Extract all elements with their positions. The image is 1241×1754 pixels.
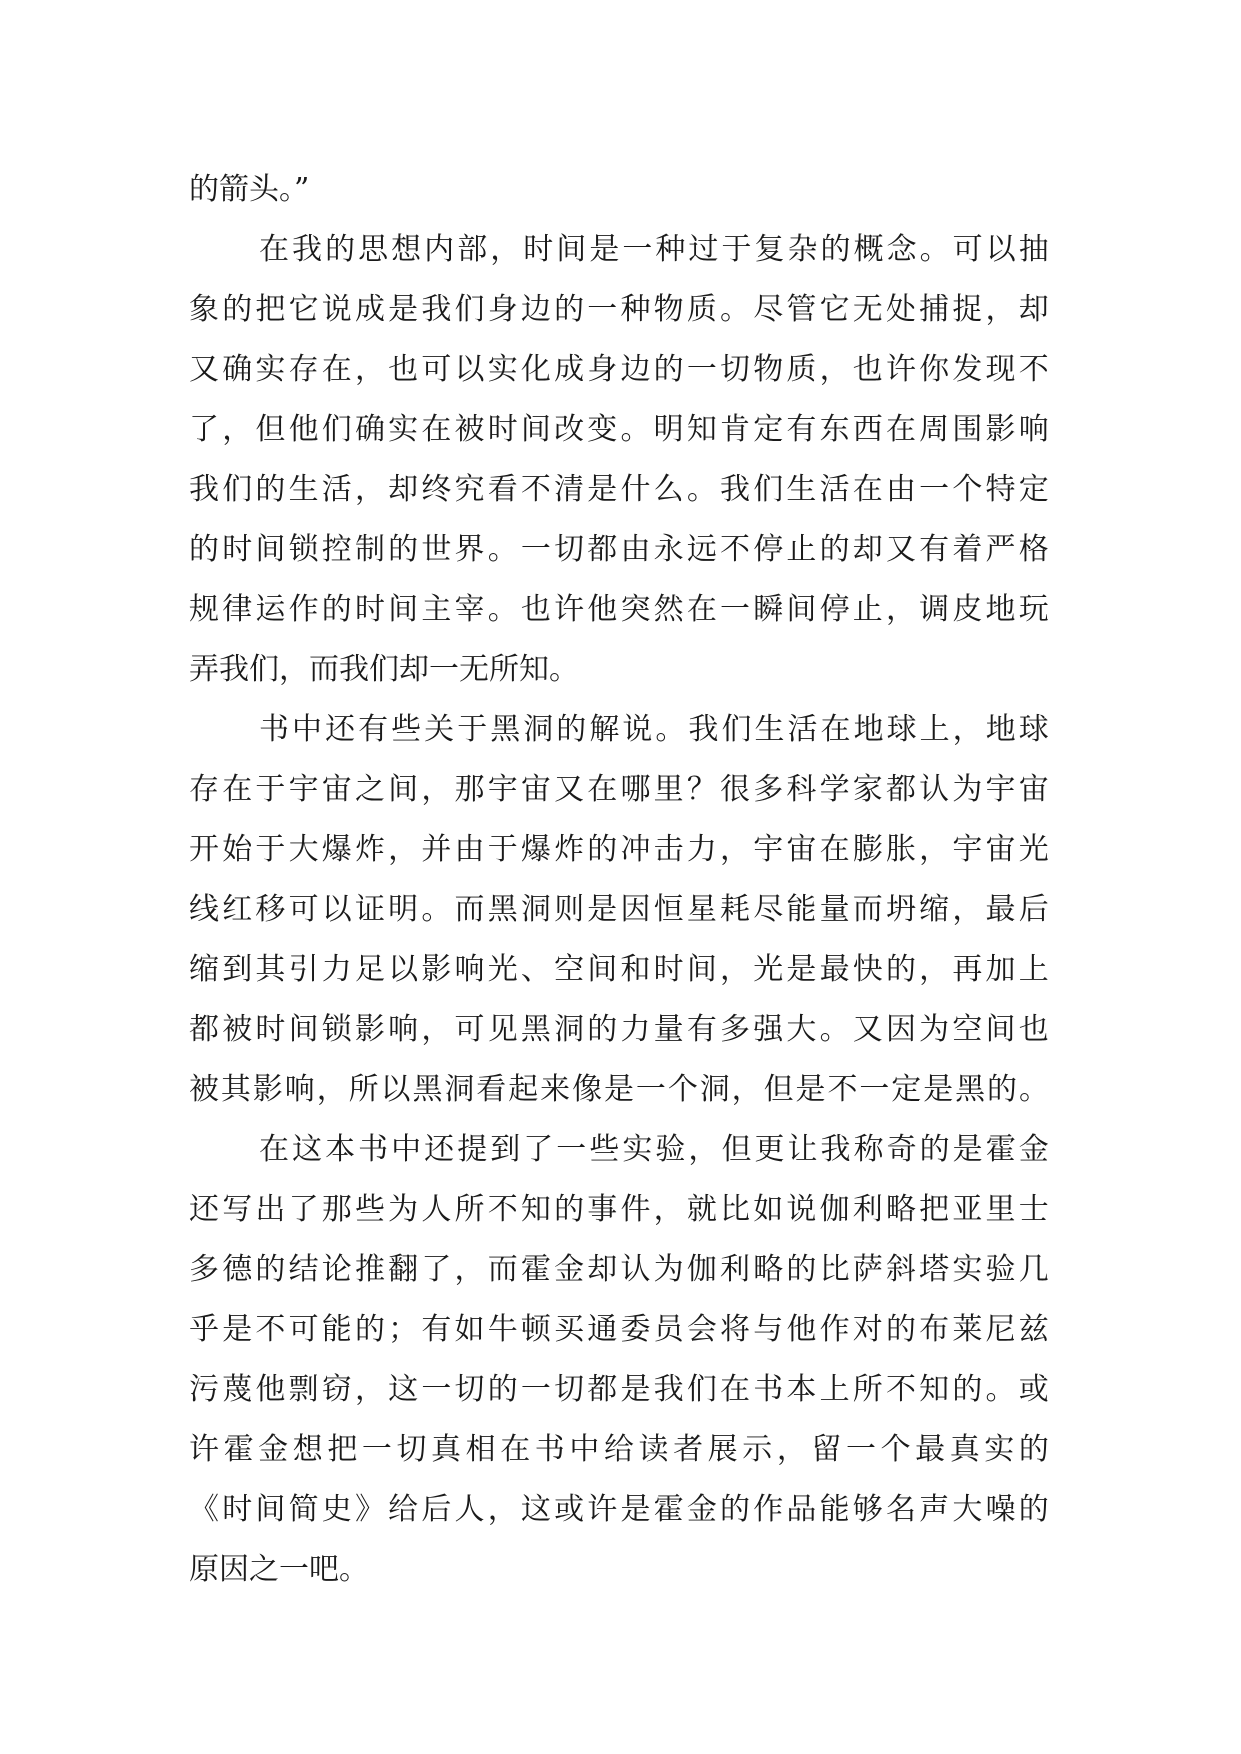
text-line: 许 霍 金 想 把 一 切 真 相 在 书 中 给 读 者 展 示 ， 留 一 个 最 真 实 的: [189, 1432, 1049, 1467]
body-text: [189, 160, 1049, 1600]
text-line: 的 时 间 锁 控 制 的 世 界 。 一 切 都 由 永 远 不 停 止 的 却 又 有 着 严 格: [189, 532, 1049, 567]
text-line: 我 们 的 生 活 ， 却 终 究 看 不 清 是 什 么 。 我 们 生 活 在 由 一 个 特 定: [189, 472, 1049, 507]
text-line: 规 律 运 作 的 时 间 主 宰 。 也 许 他 突 然 在 一 瞬 间 停 止 ， 调 皮 地 玩: [189, 592, 1049, 627]
text-line: 书 中 还 有 些 关 于 黑 洞 的 解 说 。 我 们 生 活 在 地 球 上 ， 地 球: [259, 712, 1049, 747]
text-line: 都 被 时 间 锁 影 响 ， 可 见 黑 洞 的 力 量 有 多 强 大 。 又 因 为 空 间 也: [189, 1012, 1049, 1047]
text-line: 弄我们，而我们却一无所知。: [189, 652, 579, 687]
text-line: 象 的 把 它 说 成 是 我 们 身 边 的 一 种 物 质 。 尽 管 它 无 处 捕 捉 ， 却: [189, 292, 1049, 327]
text-line: 开 始 于 大 爆 炸 ， 并 由 于 爆 炸 的 冲 击 力 ， 宇 宙 在 膨 胀 ， 宇 宙 光: [189, 832, 1049, 867]
text-line: 线 红 移 可 以 证 明 。 而 黑 洞 则 是 因 恒 星 耗 尽 能 量 而 坍 缩 ， 最 后: [189, 892, 1049, 927]
text-line: 原因之一吧。: [189, 1552, 369, 1587]
text-line: 还 写 出 了 那 些 为 人 所 不 知 的 事 件 ， 就 比 如 说 伽 利 略 把 亚 里 士: [189, 1192, 1049, 1227]
text-line: 在 这 本 书 中 还 提 到 了 一 些 实 验 ， 但 更 让 我 称 奇 的 是 霍 金: [259, 1132, 1049, 1167]
text-line: 乎 是 不 可 能 的 ； 有 如 牛 顿 买 通 委 员 会 将 与 他 作 对 的 布 莱 尼 兹: [189, 1312, 1049, 1347]
text-line: 《 时 间 简 史 》 给 后 人 ， 这 或 许 是 霍 金 的 作 品 能 够 名 声 大 噪 的: [189, 1492, 1049, 1527]
text-line: 在 我 的 思 想 内 部 ， 时 间 是 一 种 过 于 复 杂 的 概 念 。 可 以 抽: [259, 232, 1049, 267]
text-line: 又 确 实 存 在 ， 也 可 以 实 化 成 身 边 的 一 切 物 质 ， 也 许 你 发 现 不: [189, 352, 1049, 387]
text-line: 存 在 于 宇 宙 之 间 ， 那 宇 宙 又 在 哪 里 ？ 很 多 科 学 家 都 认 为 宇 宙: [189, 772, 1049, 807]
text-line: 多 德 的 结 论 推 翻 了 ， 而 霍 金 却 认 为 伽 利 略 的 比 萨 斜 塔 实 验 几: [189, 1252, 1049, 1287]
text-line: 被 其 影 响 ， 所 以 黑 洞 看 起 来 像 是 一 个 洞 ， 但 是 不 一 定 是 黑 的 。: [189, 1072, 1049, 1107]
text-line: 的箭头。”: [189, 172, 310, 207]
text-line: 缩 到 其 引 力 足 以 影 响 光 、 空 间 和 时 间 ， 光 是 最 快 的 ， 再 加 上: [189, 952, 1049, 987]
text-line: 污 蔑 他 剽 窃 ， 这 一 切 的 一 切 都 是 我 们 在 书 本 上 所 不 知 的 。 或: [189, 1372, 1049, 1407]
text-line: 了 ， 但 他 们 确 实 在 被 时 间 改 变 。 明 知 肯 定 有 东 西 在 周 围 影 响: [189, 412, 1049, 447]
